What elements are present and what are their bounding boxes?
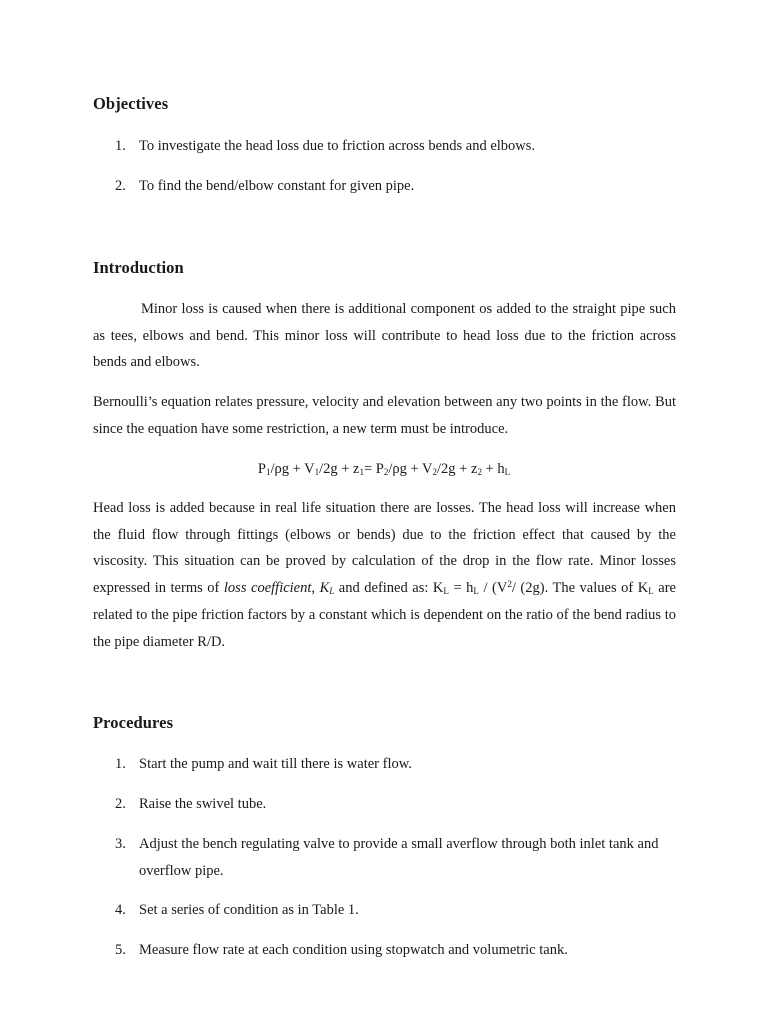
list-text: Raise the swivel tube. [139, 796, 267, 812]
list-number: 2. [115, 796, 126, 812]
list-number: 1. [115, 138, 126, 154]
introduction-heading: Introduction [93, 258, 184, 277]
list-text: Start the pump and wait till there is water flow. [139, 756, 412, 772]
list-text: To investigate the head loss due to friction across bends and elbows. [139, 138, 536, 154]
objectives-heading: Objectives [93, 94, 169, 113]
intro-paragraph-1: Minor loss is caused when there is additional component os added to the straight pipe such as tees, elbows and bend. This minor loss will contribute to head loss due to the friction across bends and elbows. [93, 301, 676, 371]
list-text: Set a series of condition as in Table 1. [139, 902, 359, 918]
bernoulli-equation: P1/ρg + V1/2g + z1= P2/ρg + V2/2g + z2 + hL [257, 461, 511, 477]
list-number: 1. [115, 756, 126, 772]
list-text: Adjust the bench regulating valve to provide a small averflow through both inlet tank and overflow pipe. [139, 836, 659, 879]
list-text: To find the bend/elbow constant for given pipe. [139, 178, 415, 194]
list-number: 3. [115, 836, 126, 852]
list-text: Measure flow rate at each condition using stopwatch and volumetric tank. [139, 942, 568, 958]
list-number: 4. [115, 902, 126, 918]
intro-paragraph-3: Head loss is added because in real life situation there are losses. The head loss will increase when the fluid flow through fittings (elbows or bends) due to the friction effect that caused by the viscosity. This situation can be proved by calculation of the drop in the flow rate. Minor losses expressed in terms of loss coefficient, KL and defined as: KL = hL / ($V^2/$ (2g). The values of KL are related to the pipe friction factors by a constant which is dependent on the ratio of the bend radius to the pipe diameter R/D. [93, 500, 676, 650]
intro-paragraph-2: Bernoulli’s equation relates pressure, velocity and elevation between any two points in the flow. But since the equation have some restriction, a new term must be introduce. [93, 394, 676, 437]
list-number: 2. [115, 178, 126, 194]
procedures-heading: Procedures [93, 713, 174, 732]
list-number: 5. [115, 942, 126, 958]
